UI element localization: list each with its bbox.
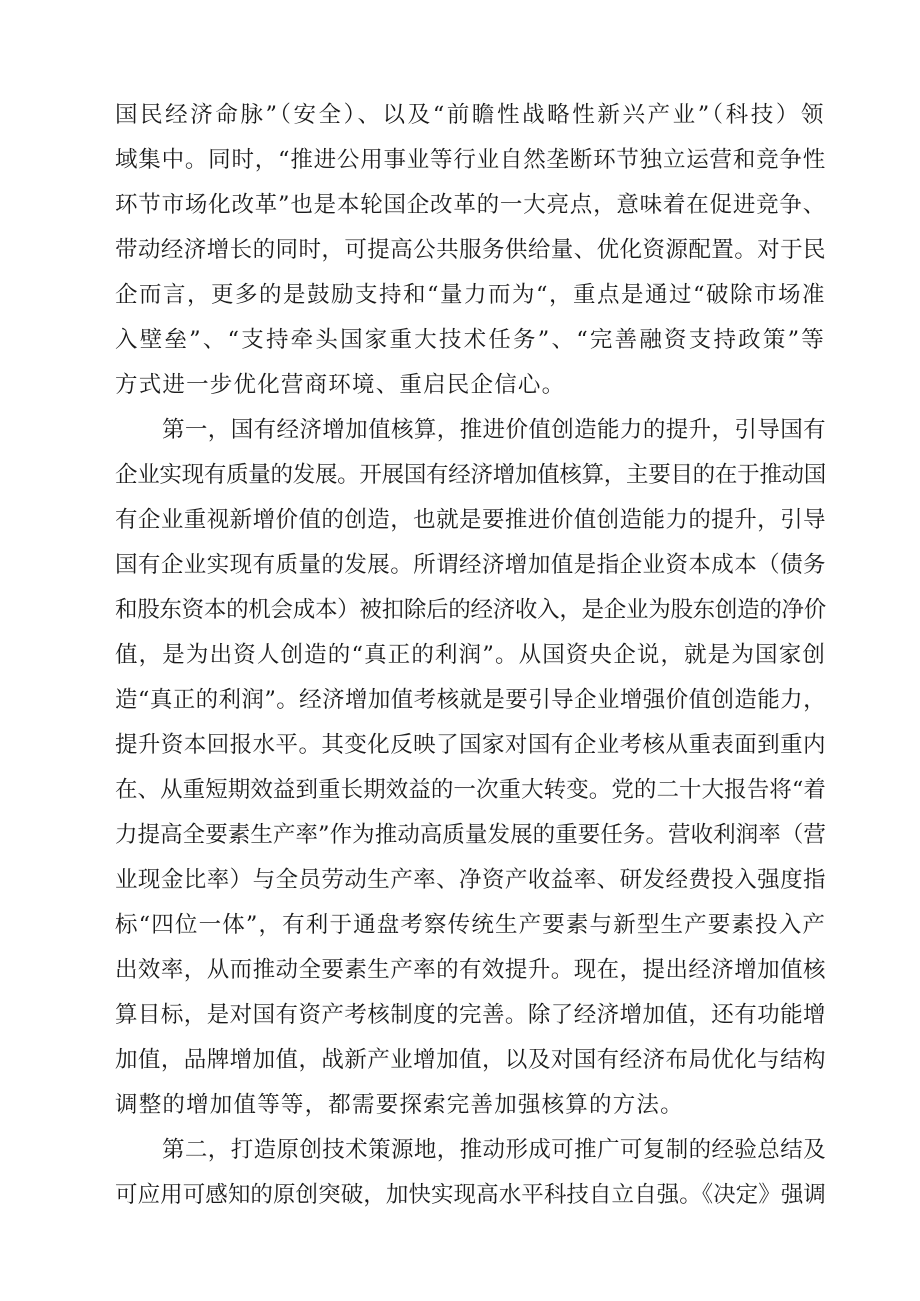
text-line: 方式进一步优化营商环境、重启民企信心。: [115, 372, 566, 398]
text-line: 出效率，从而推动全要素生产率的有效提升。现在，提出经济增加值核: [115, 957, 826, 983]
text-line: 算目标，是对国有资产考核制度的完善。除了经济增加值，还有功能增: [115, 1002, 826, 1028]
text-line: 第一，国有经济增加值核算，推进价值创造能力的提升，引导国有: [162, 417, 826, 443]
text-line: 第二，打造原创技术策源地，推动形成可推广可复制的经验总结及: [162, 1137, 826, 1163]
text-line: 企业实现有质量的发展。开展国有经济增加值核算，主要目的在于推动国: [115, 462, 826, 488]
text-line: 在、从重短期效益到重长期效益的一次重大转变。党的二十大报告将“着: [115, 777, 826, 803]
text-line: 环节市场化改革”也是本轮国企改革的一大亮点，意味着在促进竞争、: [115, 192, 826, 218]
text-line: 可应用可感知的原创突破，加快实现高水平科技自立自强。《决定》强调: [115, 1182, 826, 1208]
text-line: 入壁垒”、“支持牵头国家重大技术任务”、“完善融资支持政策”等: [115, 327, 826, 353]
text-line: 力提高全要素生产率”作为推动高质量发展的重要任务。营收利润率（营: [115, 822, 826, 848]
text-line: 值，是为出资人创造的“真正的利润”。从国资央企说，就是为国家创: [115, 642, 826, 668]
text-line: 标“四位一体”，有利于通盘考察传统生产要素与新型生产要素投入产: [115, 912, 826, 938]
text-line: 国有企业实现有质量的发展。所谓经济增加值是指企业资本成本（债务: [115, 552, 826, 578]
text-line: 国民经济命脉”（安全）、以及“前瞻性战略性新兴产业”（科技）领: [115, 102, 826, 128]
text-line: 提升资本回报水平。其变化反映了国家对国有企业考核从重表面到重内: [115, 732, 826, 758]
text-line: 造“真正的利润”。经济增加值考核就是要引导企业增强价值创造能力，: [115, 687, 826, 713]
text-line: 和股东资本的机会成本）被扣除后的经济收入，是企业为股东创造的净价: [115, 597, 826, 623]
text-line: 有企业重视新增价值的创造，也就是要推进价值创造能力的提升，引导: [115, 507, 826, 533]
text-line: 加值，品牌增加值，战新产业增加值，以及对国有经济布局优化与结构: [115, 1047, 826, 1073]
text-line: 业现金比率）与全员劳动生产率、净资产收益率、研发经费投入强度指: [115, 867, 826, 893]
text-line: 企而言，更多的是鼓励支持和“量力而为“，重点是通过“破除市场准: [115, 282, 826, 308]
text-line: 调整的增加值等等，都需要探索完善加强核算的方法。: [115, 1092, 684, 1118]
text-line: 带动经济增长的同时，可提高公共服务供给量、优化资源配置。对于民: [115, 237, 826, 263]
text-line: 域集中。同时，“推进公用事业等行业自然垄断环节独立运营和竞争性: [115, 147, 826, 173]
